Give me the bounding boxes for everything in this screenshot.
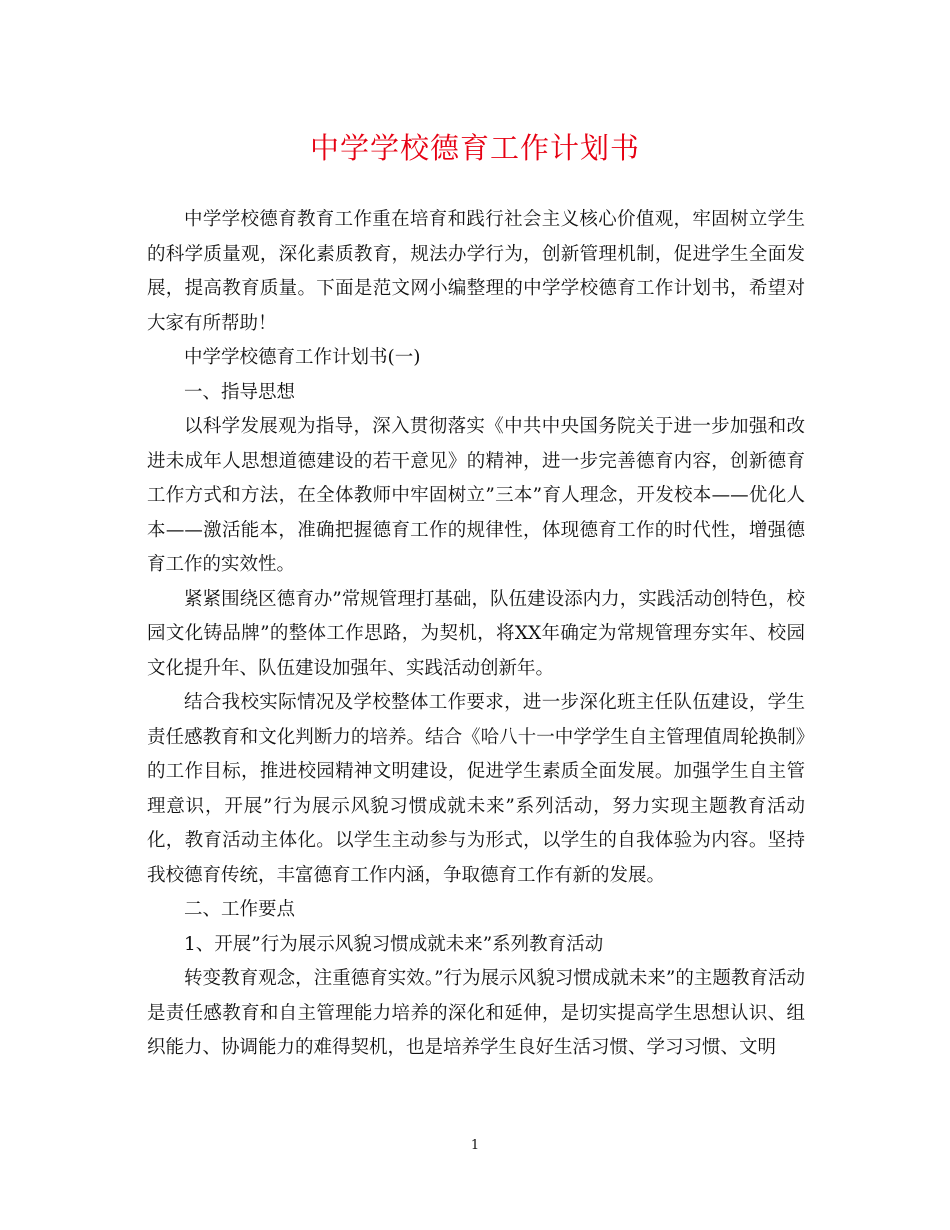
paragraph-guiding-ideology: 以科学发展观为指导，深入贯彻落实《中共中央国务院关于进一步加强和改进未成年人思想道德建设的若干意见》的精神，进一步完善德育内容，创新德育工作方式和方法，在全体教师中牢固树立”三本”育人理念，开发校本——优化人本——激活能本，准确把握德育工作的规律性，体现德育工作的时代性，增强德育工作的实效性。 <box>147 416 805 575</box>
section-title: 中学学校德育工作计划书(一) <box>184 347 421 368</box>
paragraph-school-goals: 结合我校实际情况及学校整体工作要求，进一步深化班主任队伍建设，学生责任感教育和文化判断力的培养。结合《哈八十一中学学生自主管理值周轮换制》的工作目标，推进校园精神文明建设，促进学生素质全面发展。加强学生自主管理意识，开展”行为展示风貌习惯成就未来”系列活动，努力实现主题教育活动化，教育活动主体化。以学生主动参与为形式，以学生的自我体验为内容。坚持我校德育传统，丰富德育工作内涵，争取德育工作有新的发展。 <box>147 692 805 886</box>
heading-activity-series: 1、开展”行为展示风貌习惯成就未来”系列教育活动 <box>184 933 604 955</box>
document-body <box>147 203 805 1066</box>
paragraph-work-approach: 紧紧围绕区德育办”常规管理打基础，队伍建设添内力，实践活动创特色，校园文化铸品牌”的整体工作思路，为契机，将XX年确定为常规管理夯实年、校园文化提升年、队伍建设加强年、实践活动创新年。 <box>147 588 805 679</box>
document-title: 中学学校德育工作计划书 <box>309 131 640 165</box>
heading-work-points: 二、工作要点 <box>184 899 296 920</box>
heading-guiding-ideology: 一、指导思想 <box>184 381 296 403</box>
page-number: 1 <box>470 1138 480 1153</box>
intro-paragraph: 中学学校德育教育工作重在培育和践行社会主义核心价值观，牢固树立学生的科学质量观，深化素质教育，规法办学行为，创新管理机制，促进学生全面发展，提高教育质量。下面是范文网小编整理的中学学校德育工作计划书，希望对大家有所帮助！ <box>147 209 805 334</box>
paragraph-activity-series: 转变教育观念，注重德育实效。”行为展示风貌习惯成就未来”的主题教育活动是责任感教育和自主管理能力培养的深化和延伸，是切实提高学生思想认识、组织能力、协调能力的难得契机，也是培养学生良好生活习惯、学习习惯、文明 <box>147 968 805 1058</box>
